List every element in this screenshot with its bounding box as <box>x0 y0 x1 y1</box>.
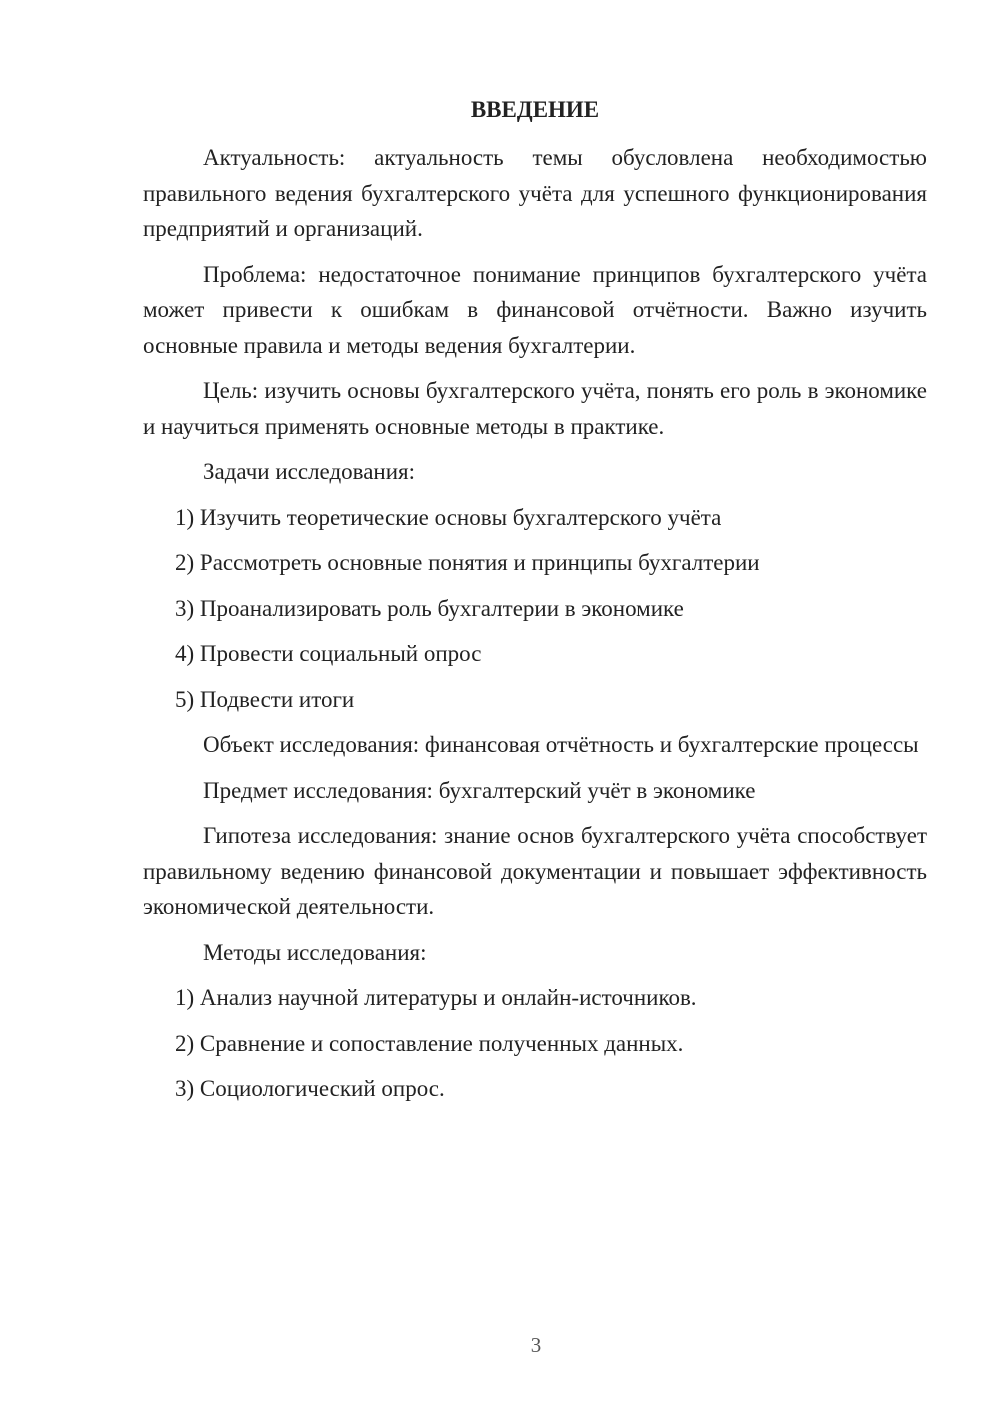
task-item-3: 3) Проанализировать роль бухгалтерии в экономике <box>175 595 684 621</box>
task-item-2: 2) Рассмотреть основные понятия и принципы бухгалтерии <box>175 550 760 575</box>
tasks-heading: Задачи исследования: <box>203 459 416 484</box>
goal-paragraph: Цель: изучить основы бухгалтерского учёта, понять его роль в экономике и научиться применять основные методы в практике. <box>143 378 927 439</box>
method-item-2: 2) Сравнение и сопоставление полученных данных. <box>175 1030 684 1056</box>
page-number: 3 <box>530 1333 542 1357</box>
task-item-4: 4) Провести социальный опрос <box>175 641 482 666</box>
page-title: ВВЕДЕНИЕ <box>470 97 600 122</box>
page-content <box>143 92 927 1117</box>
hypothesis-paragraph: Гипотеза исследования: знание основ бухгалтерского учёта способствует правильному ведению финансовой документации и повышает эффективность экономической деятельности. <box>143 823 927 919</box>
method-item-3: 3) Социологический опрос. <box>175 1076 445 1101</box>
subject-paragraph: Предмет исследования: бухгалтерский учёт в экономике <box>203 777 756 803</box>
object-paragraph: Объект исследования: финансовая отчётность и бухгалтерские процессы <box>203 732 919 757</box>
problem-paragraph: Проблема: недостаточное понимание принципов бухгалтерского учёта может привести к ошибкам в финансовой отчётности. Важно изучить основные правила и методы ведения бухгалтерии. <box>143 261 927 358</box>
relevance-paragraph: Актуальность: актуальность темы обусловлена необходимостью правильного ведения бухгалтерского учёта для успешного функционирования предприятий и организаций. <box>143 145 927 241</box>
method-item-1: 1) Анализ научной литературы и онлайн-источников. <box>175 985 697 1010</box>
task-item-1: 1) Изучить теоретические основы бухгалтерского учёта <box>175 504 722 530</box>
task-item-5: 5) Подвести итоги <box>175 686 355 712</box>
methods-heading: Методы исследования: <box>203 939 427 965</box>
